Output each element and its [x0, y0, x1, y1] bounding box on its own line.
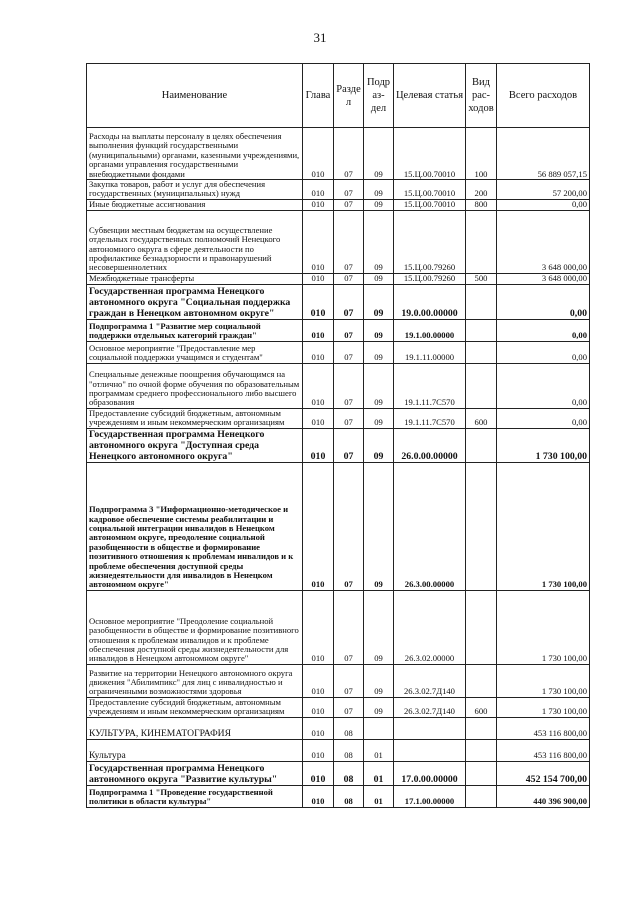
row-statya: 26.3.02.7Д140 [394, 697, 466, 717]
table-row [87, 363, 590, 408]
row-statya: 15.Ц.00.70010 [394, 128, 466, 180]
row-name: Культура [87, 739, 303, 761]
row-razdel: 07 [334, 284, 364, 319]
row-glava: 010 [303, 273, 334, 284]
row-glava: 010 [303, 128, 334, 180]
row-sum: 1 730 100,00 [497, 590, 590, 664]
row-glava: 010 [303, 590, 334, 664]
row-name: Межбюджетные трансферты [87, 273, 303, 284]
row-podrazdel: 09 [364, 664, 394, 697]
row-sum: 1 730 100,00 [497, 697, 590, 717]
row-razdel: 08 [334, 739, 364, 761]
row-statya: 19.1.11.00000 [394, 341, 466, 363]
row-razdel: 07 [334, 590, 364, 664]
row-podrazdel: 09 [364, 273, 394, 284]
row-glava: 010 [303, 199, 334, 210]
page-number: 31 [313, 30, 327, 45]
row-podrazdel: 09 [364, 462, 394, 590]
row-podrazdel: 01 [364, 739, 394, 761]
row-vid [466, 761, 497, 785]
row-name: КУЛЬТУРА, КИНЕМАТОГРАФИЯ [87, 717, 303, 739]
row-statya: 17.0.00.00000 [394, 761, 466, 785]
row-sum: 453 116 800,00 [497, 739, 590, 761]
row-glava: 010 [303, 717, 334, 739]
row-name: Субвенции местным бюджетам на осуществление отдельных государственных полномочий Ненецкого автономного округа в сфере деятельности по профилактике безнадзорности и правонарушений несовершеннолетних [87, 210, 303, 273]
table-row [87, 284, 590, 319]
row-statya: 19.1.11.7С570 [394, 363, 466, 408]
row-statya: 26.0.00.00000 [394, 428, 466, 462]
row-statya: 17.1.00.00000 [394, 785, 466, 807]
row-statya [394, 717, 466, 739]
row-glava: 010 [303, 210, 334, 273]
row-vid: 100 [466, 128, 497, 180]
table-row [87, 739, 590, 761]
row-vid [466, 341, 497, 363]
row-name: Государственная программа Ненецкого автономного округа "Развитие культуры" [87, 761, 303, 785]
row-name: Специальные денежные поощрения обучающимся на "отлично" по очной форме обучения по образовательным программам среднего профессионального либо высшего образования [87, 363, 303, 408]
row-sum: 453 116 800,00 [497, 717, 590, 739]
table-row [87, 273, 590, 284]
row-name: Предоставление субсидий бюджетным, автономным учреждениям и иным некоммерческим организациям [87, 408, 303, 428]
table-row [87, 785, 590, 807]
row-name: Иные бюджетные ассигнования [87, 199, 303, 210]
row-name: Предоставление субсидий бюджетным, автономным учреждениям и иным некоммерческим организациям [87, 697, 303, 717]
row-sum: 0,00 [497, 199, 590, 210]
row-vid: 600 [466, 697, 497, 717]
row-razdel: 07 [334, 697, 364, 717]
row-podrazdel: 09 [364, 697, 394, 717]
table-row [87, 210, 590, 273]
row-sum: 452 154 700,00 [497, 761, 590, 785]
table-row [87, 462, 590, 590]
table-row [87, 408, 590, 428]
row-podrazdel: 09 [364, 128, 394, 180]
budget-table [86, 63, 590, 808]
row-podrazdel: 09 [364, 408, 394, 428]
row-razdel: 08 [334, 761, 364, 785]
row-glava: 010 [303, 462, 334, 590]
row-glava: 010 [303, 319, 334, 341]
table-row [87, 717, 590, 739]
row-name: Расходы на выплаты персоналу в целях обеспечения выполнения функций государственными (муниципальными) органами, казенными учреждениями, органами управления государственными внебюджетными фондами [87, 128, 303, 180]
row-statya: 26.3.00.00000 [394, 462, 466, 590]
row-vid: 800 [466, 199, 497, 210]
row-vid [466, 785, 497, 807]
row-name: Основное мероприятие "Преодоление социальной разобщенности в обществе и формирование позитивного отношения к проблемам инвалидов и к проблеме обеспечения доступной среды жизнедеятельности для инвалидов в Ненецком автономном округе" [87, 590, 303, 664]
row-statya: 19.1.00.00000 [394, 319, 466, 341]
row-podrazdel: 09 [364, 284, 394, 319]
header-statya: Целевая статья [394, 64, 466, 128]
row-glava: 010 [303, 664, 334, 697]
row-name: Развитие на территории Ненецкого автономного округа движения "Абилимпикс" для лиц с инвалидностью и ограниченными возможностями здоровья [87, 664, 303, 697]
row-sum: 57 200,00 [497, 180, 590, 200]
row-podrazdel: 01 [364, 785, 394, 807]
row-razdel: 07 [334, 199, 364, 210]
row-vid [466, 664, 497, 697]
table-body [87, 128, 590, 808]
row-sum: 1 730 100,00 [497, 462, 590, 590]
row-vid [466, 717, 497, 739]
row-vid [466, 428, 497, 462]
header-sum: Всего расходов [497, 64, 590, 128]
row-name: Государственная программа Ненецкого автономного округа "Доступная среда Ненецкого автономного округа" [87, 428, 303, 462]
table-row [87, 341, 590, 363]
row-razdel: 07 [334, 664, 364, 697]
header-podrazdel: Подр аз- дел [364, 64, 394, 128]
row-glava: 010 [303, 739, 334, 761]
row-podrazdel: 09 [364, 363, 394, 408]
row-podrazdel: 09 [364, 180, 394, 200]
row-razdel: 08 [334, 785, 364, 807]
row-sum: 0,00 [497, 319, 590, 341]
row-sum: 0,00 [497, 341, 590, 363]
row-name: Подпрограмма 3 "Информационно-методическое и кадровое обеспечение системы реабилитации и социальной интеграции инвалидов в Ненецком автономном округе, преодоление социальной разобщенности в обществе и формирование позитивного отношения к проблемам инвалидов и к проблеме обеспечения доступной среды жизнедеятельности для инвалидов в Ненецком автономном округе" [87, 462, 303, 590]
row-statya: 19.1.11.7С570 [394, 408, 466, 428]
row-podrazdel: 09 [364, 319, 394, 341]
row-podrazdel: 01 [364, 761, 394, 785]
row-name: Основное мероприятие "Предоставление мер социальной поддержки учащимся и студентам" [87, 341, 303, 363]
header-name: Наименование [87, 64, 303, 128]
row-razdel: 07 [334, 180, 364, 200]
table-row [87, 128, 590, 180]
row-razdel: 07 [334, 462, 364, 590]
row-vid [466, 319, 497, 341]
row-name: Закупка товаров, работ и услуг для обеспечения государственных (муниципальных) нужд [87, 180, 303, 200]
row-glava: 010 [303, 761, 334, 785]
table-row [87, 761, 590, 785]
row-statya: 15.Ц.00.79260 [394, 210, 466, 273]
table-row [87, 664, 590, 697]
row-sum: 56 889 057,15 [497, 128, 590, 180]
row-name: Подпрограмма 1 "Развитие мер социальной поддержки отдельных категорий граждан" [87, 319, 303, 341]
row-razdel: 07 [334, 128, 364, 180]
row-statya: 15.Ц.00.79260 [394, 273, 466, 284]
row-glava: 010 [303, 785, 334, 807]
row-glava: 010 [303, 408, 334, 428]
row-sum: 1 730 100,00 [497, 664, 590, 697]
row-razdel: 07 [334, 341, 364, 363]
table-row [87, 319, 590, 341]
row-sum: 0,00 [497, 363, 590, 408]
row-vid: 600 [466, 408, 497, 428]
row-razdel: 07 [334, 210, 364, 273]
row-sum: 0,00 [497, 408, 590, 428]
row-statya: 26.3.02.00000 [394, 590, 466, 664]
table-row [87, 199, 590, 210]
row-sum: 3 648 000,00 [497, 210, 590, 273]
row-razdel: 07 [334, 273, 364, 284]
row-vid [466, 363, 497, 408]
row-podrazdel: 09 [364, 210, 394, 273]
header-glava: Глава [303, 64, 334, 128]
row-vid: 500 [466, 273, 497, 284]
row-sum: 0,00 [497, 284, 590, 319]
row-podrazdel: 09 [364, 341, 394, 363]
row-podrazdel [364, 717, 394, 739]
row-razdel: 07 [334, 408, 364, 428]
row-vid [466, 210, 497, 273]
row-statya: 19.0.00.00000 [394, 284, 466, 319]
row-podrazdel: 09 [364, 199, 394, 210]
row-statya: 15.Ц.00.70010 [394, 199, 466, 210]
row-glava: 010 [303, 284, 334, 319]
table-header-row [87, 64, 590, 128]
row-statya [394, 739, 466, 761]
row-vid [466, 590, 497, 664]
row-statya: 15.Ц.00.70010 [394, 180, 466, 200]
table-row [87, 590, 590, 664]
row-name: Подпрограмма 1 "Проведение государственной политики в области культуры" [87, 785, 303, 807]
row-sum: 440 396 900,00 [497, 785, 590, 807]
row-sum: 3 648 000,00 [497, 273, 590, 284]
row-statya: 26.3.02.7Д140 [394, 664, 466, 697]
row-name: Государственная программа Ненецкого автономного округа "Социальная поддержка граждан в Ненецком автономном округе" [87, 284, 303, 319]
row-razdel: 07 [334, 428, 364, 462]
row-vid [466, 739, 497, 761]
row-vid: 200 [466, 180, 497, 200]
row-glava: 010 [303, 341, 334, 363]
header-razdel: Разде л [334, 64, 364, 128]
row-sum: 1 730 100,00 [497, 428, 590, 462]
row-glava: 010 [303, 697, 334, 717]
table-row [87, 697, 590, 717]
row-glava: 010 [303, 428, 334, 462]
row-vid [466, 462, 497, 590]
table-row [87, 428, 590, 462]
row-glava: 010 [303, 180, 334, 200]
table-row [87, 180, 590, 200]
header-vid: Вид рас- ходов [466, 64, 497, 128]
row-glava: 010 [303, 363, 334, 408]
row-razdel: 08 [334, 717, 364, 739]
row-razdel: 07 [334, 363, 364, 408]
row-vid [466, 284, 497, 319]
row-razdel: 07 [334, 319, 364, 341]
row-podrazdel: 09 [364, 428, 394, 462]
row-podrazdel: 09 [364, 590, 394, 664]
